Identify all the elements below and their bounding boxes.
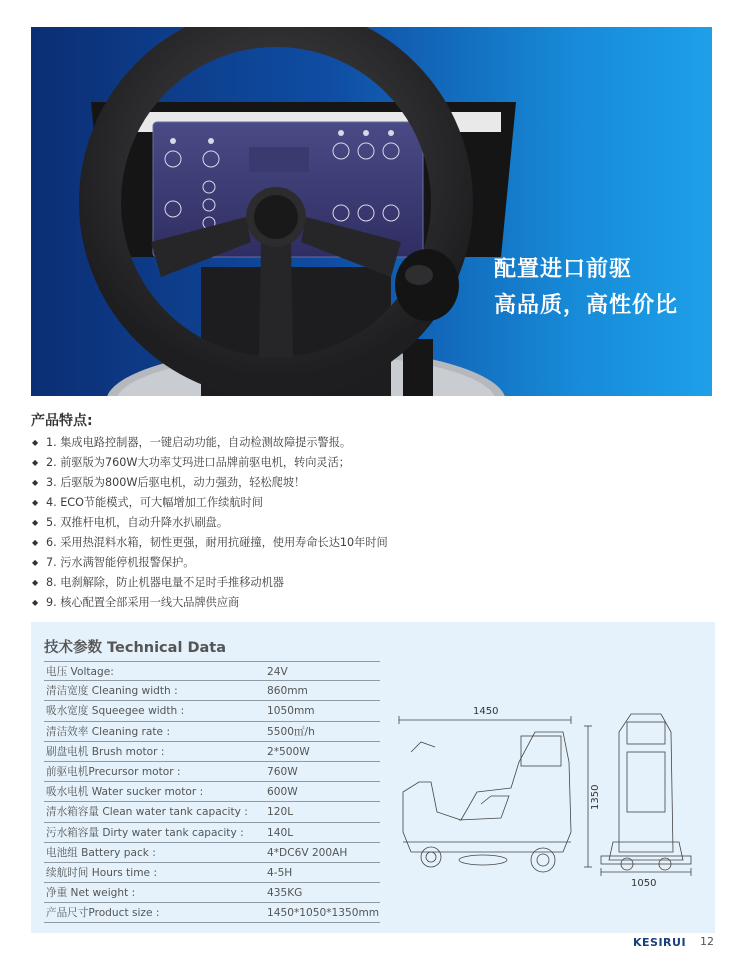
feature-text: 4. ECO节能模式，可大幅增加工作续航时间: [46, 496, 263, 509]
diamond-bullet-icon: ◆: [32, 458, 39, 467]
dim-width: 1050: [631, 878, 657, 889]
feature-item: [32, 453, 388, 473]
spec-row: [44, 782, 380, 802]
spec-value: 5500㎡/h: [267, 725, 315, 738]
page-number: 12: [700, 935, 714, 948]
hero-headline-line1: 配置进口前驱: [494, 257, 633, 282]
feature-item: [32, 493, 388, 513]
hero-headline-line2: 高品质，高性价比: [494, 293, 679, 318]
spec-label: 污水箱容量 Dirty water tank capacity :: [46, 826, 244, 839]
feature-text: 5. 双推杆电机，自动升降水扒刷盘。: [46, 516, 229, 529]
spec-row: [44, 681, 380, 701]
spec-value: 2*500W: [267, 745, 310, 758]
spec-row: [44, 903, 380, 923]
technical-drawing: [391, 692, 711, 892]
spec-label: 续航时间 Hours time :: [46, 866, 158, 879]
spec-value: 1450*1050*1350mm: [267, 907, 380, 920]
brand-logo: KESIRUI: [633, 936, 687, 949]
feature-item: [32, 593, 388, 613]
spec-row: [44, 701, 380, 721]
spec-label: 产品尺寸Product size :: [46, 907, 160, 920]
hero-headline: [494, 252, 678, 324]
spec-row: [44, 802, 380, 822]
dim-height: 1350: [590, 784, 601, 810]
feature-item: [32, 433, 388, 453]
spec-label: 清洁效率 Cleaning rate :: [46, 725, 171, 738]
spec-row: [44, 742, 380, 762]
features-list: [32, 433, 388, 613]
feature-item: [32, 533, 388, 553]
spec-label: 吸水电机 Water sucker motor :: [46, 786, 204, 799]
spec-row: [44, 823, 380, 843]
spec-value: 140L: [267, 826, 294, 839]
spec-label: 电池组 Battery pack :: [46, 846, 156, 859]
diamond-bullet-icon: ◆: [32, 518, 39, 527]
feature-text: 9. 核心配置全部采用一线大品牌供应商: [46, 596, 240, 609]
spec-row: [44, 863, 380, 883]
feature-item: [32, 513, 388, 533]
spec-label: 清水箱容量 Clean water tank capacity :: [46, 806, 248, 819]
spec-value: 4-5H: [267, 866, 293, 879]
spec-value: 435KG: [267, 887, 303, 900]
feature-text: 6. 采用热混料水箱，韧性更强，耐用抗碰撞，使用寿命长达10年时间: [46, 536, 388, 549]
spec-value: 860mm: [267, 685, 308, 698]
feature-item: [32, 573, 388, 593]
spec-value: 4*DC6V 200AH: [267, 846, 348, 859]
spec-row: [44, 661, 380, 681]
spec-label: 清洁宽度 Cleaning width :: [46, 685, 178, 698]
spec-value: 24V: [267, 666, 288, 678]
spec-value: 120L: [267, 806, 294, 819]
diamond-bullet-icon: ◆: [32, 598, 39, 607]
spec-label: 电压 Voltage:: [46, 666, 114, 678]
feature-text: 3. 后驱版为800W后驱电机，动力强劲，轻松爬坡！: [46, 476, 306, 489]
feature-text: 1. 集成电路控制器，一键启动功能，自动检测故障提示警报。: [46, 436, 352, 449]
diamond-bullet-icon: ◆: [32, 498, 39, 507]
steering-wheel-image: [31, 27, 712, 396]
technical-data-panel: [31, 622, 715, 933]
feature-text: 8. 电刹解除，防止机器电量不足时手推移动机器: [46, 576, 284, 589]
diamond-bullet-icon: ◆: [32, 578, 39, 587]
hero-banner: [31, 27, 712, 396]
diamond-bullet-icon: ◆: [32, 538, 39, 547]
feature-item: [32, 473, 388, 493]
feature-text: 7. 污水满智能停机报警保护。: [46, 556, 195, 569]
features-title: 产品特点:: [31, 413, 93, 429]
spec-label: 吸水宽度 Squeegee width :: [46, 705, 185, 718]
spec-label: 净重 Net weight :: [46, 887, 136, 900]
spec-row: [44, 722, 380, 742]
spec-value: 760W: [267, 765, 298, 778]
diamond-bullet-icon: ◆: [32, 478, 39, 487]
spec-row: [44, 762, 380, 782]
diamond-bullet-icon: ◆: [32, 438, 39, 447]
spec-label: 刷盘电机 Brush motor :: [46, 745, 165, 758]
spec-label: 前驱电机Precursor motor :: [46, 765, 181, 778]
feature-text: 2. 前驱版为760W大功率艾玛进口品牌前驱电机，转向灵活；: [46, 456, 350, 469]
spec-row: [44, 883, 380, 903]
feature-item: [32, 553, 388, 573]
diamond-bullet-icon: ◆: [32, 558, 39, 567]
dim-length: 1450: [473, 706, 499, 717]
spec-table: [44, 661, 380, 923]
spec-value: 1050mm: [267, 705, 315, 718]
tech-title: 技术参数 Technical Data: [44, 640, 226, 656]
spec-row: [44, 843, 380, 863]
spec-value: 600W: [267, 786, 298, 799]
